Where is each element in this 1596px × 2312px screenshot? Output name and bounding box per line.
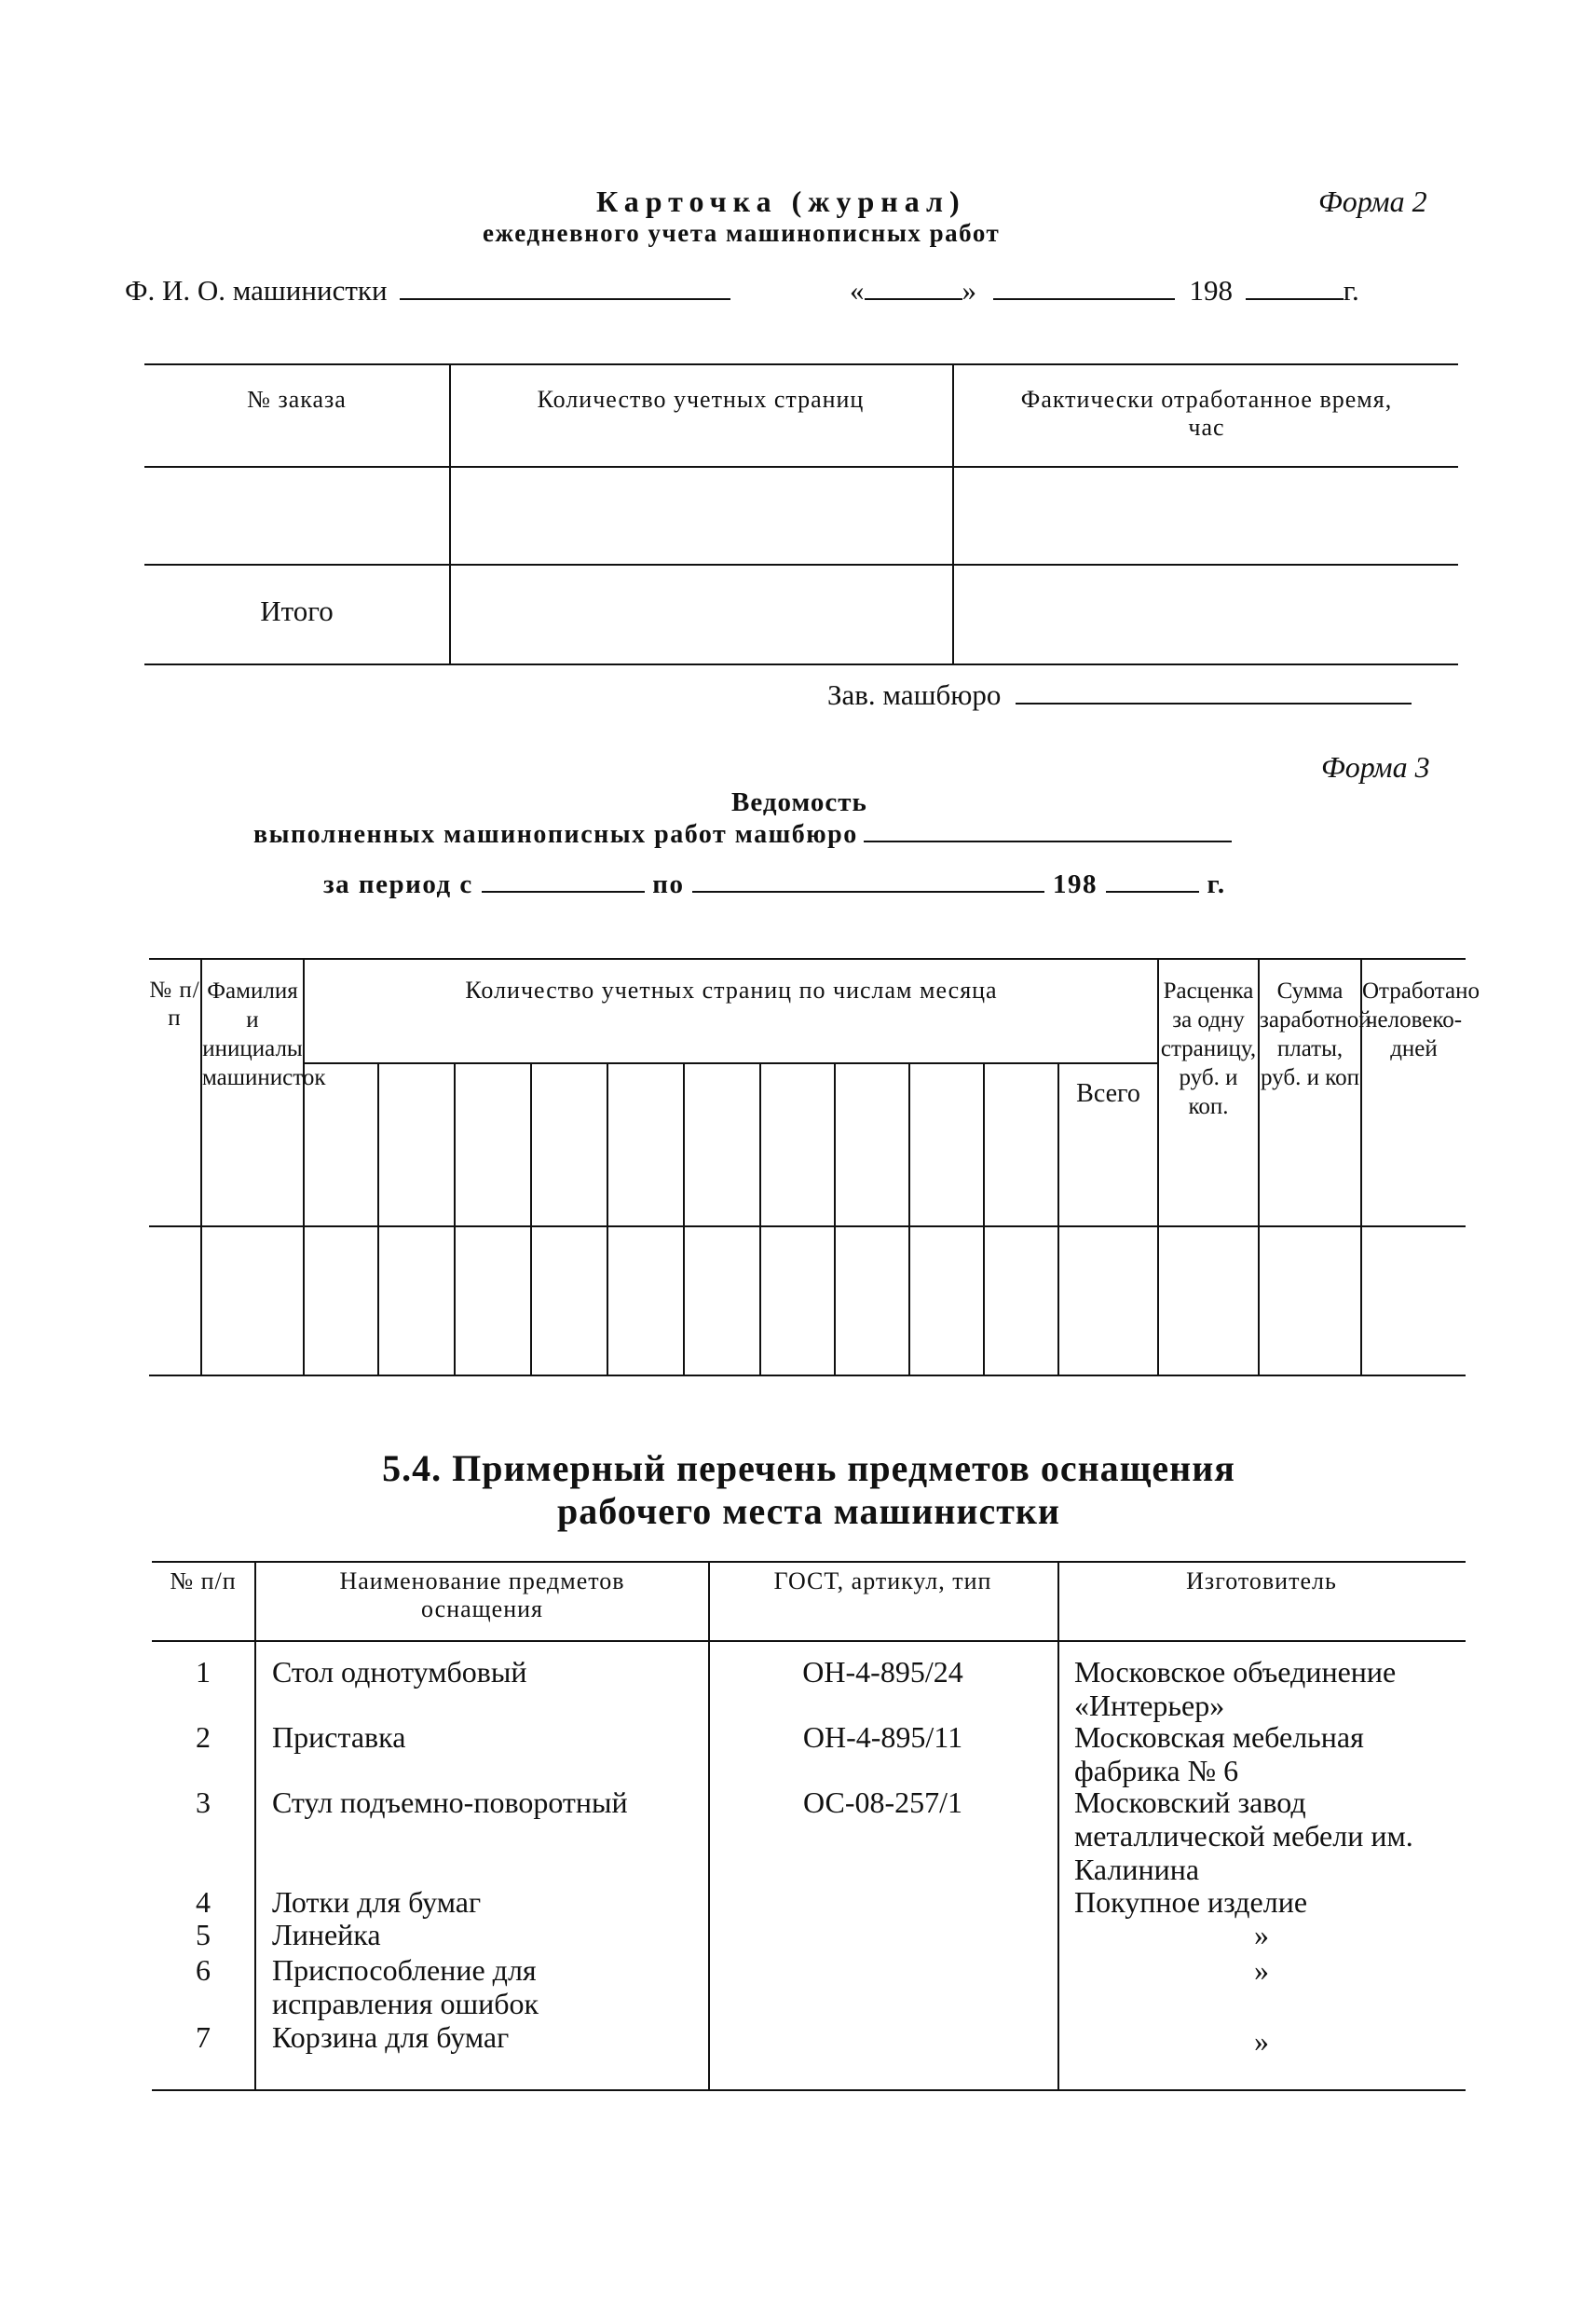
section-title-line1: 5.4. Примерный перечень предметов оснащения (382, 1447, 1235, 1489)
bureau-blank[interactable] (864, 840, 1232, 842)
row-maker: Московский завод металлической мебели им. Калинина (1074, 1785, 1413, 1886)
row-gost: ОН-4-895/24 (802, 1655, 963, 1689)
form3-period-line (323, 869, 1226, 900)
period-to: по (652, 869, 685, 899)
form2-col-order: № заказа (247, 386, 347, 413)
row-gost: ОН-4-895/11 (802, 1720, 963, 1754)
period-label: за период с (323, 869, 473, 899)
fio-blank[interactable] (400, 297, 730, 300)
head-label: Зав. машбюро (827, 678, 1002, 711)
form3-subtitle-line (253, 820, 1232, 850)
equip-col-name: Наименование предметов оснащения (339, 1567, 625, 1622)
row-name: Линейка (272, 1918, 381, 1951)
form3-year-blank[interactable] (1106, 890, 1199, 893)
form3-col-total: Всего (1076, 1079, 1140, 1108)
period-from-blank[interactable] (482, 890, 645, 893)
form2-subtitle: ежедневного учета машинописных работ (483, 219, 1001, 247)
day-blank[interactable] (865, 297, 962, 300)
quote-close: » (962, 274, 977, 307)
row-maker: Московское объединение «Интерьер» (1074, 1655, 1397, 1722)
section-title-line2: рабочего места машинистки (557, 1490, 1060, 1532)
form2-head-line (827, 678, 1412, 712)
form2-total-label: Итого (260, 595, 334, 627)
row-name: Приспособление для исправления ошибок (272, 1953, 539, 2020)
row-maker: Московская мебельная фабрика № 6 (1074, 1720, 1364, 1787)
equip-col-num: № п/п (170, 1567, 237, 1594)
form2-label: Форма 2 (1318, 185, 1427, 218)
form3-year-suffix: г. (1207, 869, 1226, 899)
row-maker: » (1254, 2024, 1269, 2058)
period-to-blank[interactable] (692, 890, 1044, 893)
form2-col-time: Фактически отработанное время, час (1020, 386, 1393, 441)
row-num: 4 (196, 1885, 211, 1919)
row-maker: » (1254, 1918, 1269, 1951)
form3-label: Форма 3 (1321, 750, 1430, 784)
form3-year-prefix: 198 (1053, 869, 1098, 899)
row-num: 3 (196, 1785, 211, 1819)
equip-col-gost: ГОСТ, артикул, тип (773, 1567, 992, 1594)
form3-col-pages-by-day: Количество учетных страниц по числам месяца (465, 977, 998, 1004)
year-prefix: 198 (1189, 274, 1234, 307)
form2-title: Карточка (журнал) (596, 185, 966, 218)
row-name: Приставка (272, 1720, 406, 1754)
row-maker: » (1254, 1953, 1269, 1987)
row-num: 2 (196, 1720, 211, 1754)
form2-col-pages: Количество учетных страниц (537, 386, 865, 413)
fio-label: Ф. И. О. машинистки (125, 274, 388, 307)
row-name: Корзина для бумаг (272, 2020, 510, 2054)
month-blank[interactable] (993, 297, 1175, 300)
quote-open: « (850, 274, 865, 307)
head-signature-blank[interactable] (1016, 702, 1412, 705)
year-suffix: г. (1343, 274, 1359, 307)
year-blank[interactable] (1246, 297, 1344, 300)
row-num: 6 (196, 1953, 211, 1987)
row-num: 5 (196, 1918, 211, 1951)
form3-subtitle: выполненных машинописных работ машбюро (253, 820, 858, 849)
form3-title: Ведомость (731, 787, 867, 817)
row-gost: ОС-08-257/1 (802, 1785, 963, 1819)
form3-col-num: № п/п (149, 978, 200, 1031)
form3-col-rate: Расценка за одну страницу, руб. и коп. (1160, 978, 1257, 1119)
equip-col-maker: Изготовитель (1186, 1567, 1337, 1594)
row-name: Стол однотумбовый (272, 1655, 527, 1689)
row-maker: Покупное изделие (1074, 1885, 1308, 1919)
row-name: Стул подъемно-поворотный (272, 1785, 628, 1819)
form3-col-days: Отработано человеко-дней (1362, 978, 1480, 1061)
form3-col-sum: Сумма заработной платы, руб. и коп (1260, 978, 1371, 1090)
form3-col-name: Фамилия и инициалы машинисток (202, 978, 326, 1090)
row-name: Лотки для бумаг (272, 1885, 482, 1919)
form2-fio-line (125, 274, 1359, 308)
row-num: 1 (196, 1655, 211, 1689)
row-num: 7 (196, 2020, 211, 2054)
